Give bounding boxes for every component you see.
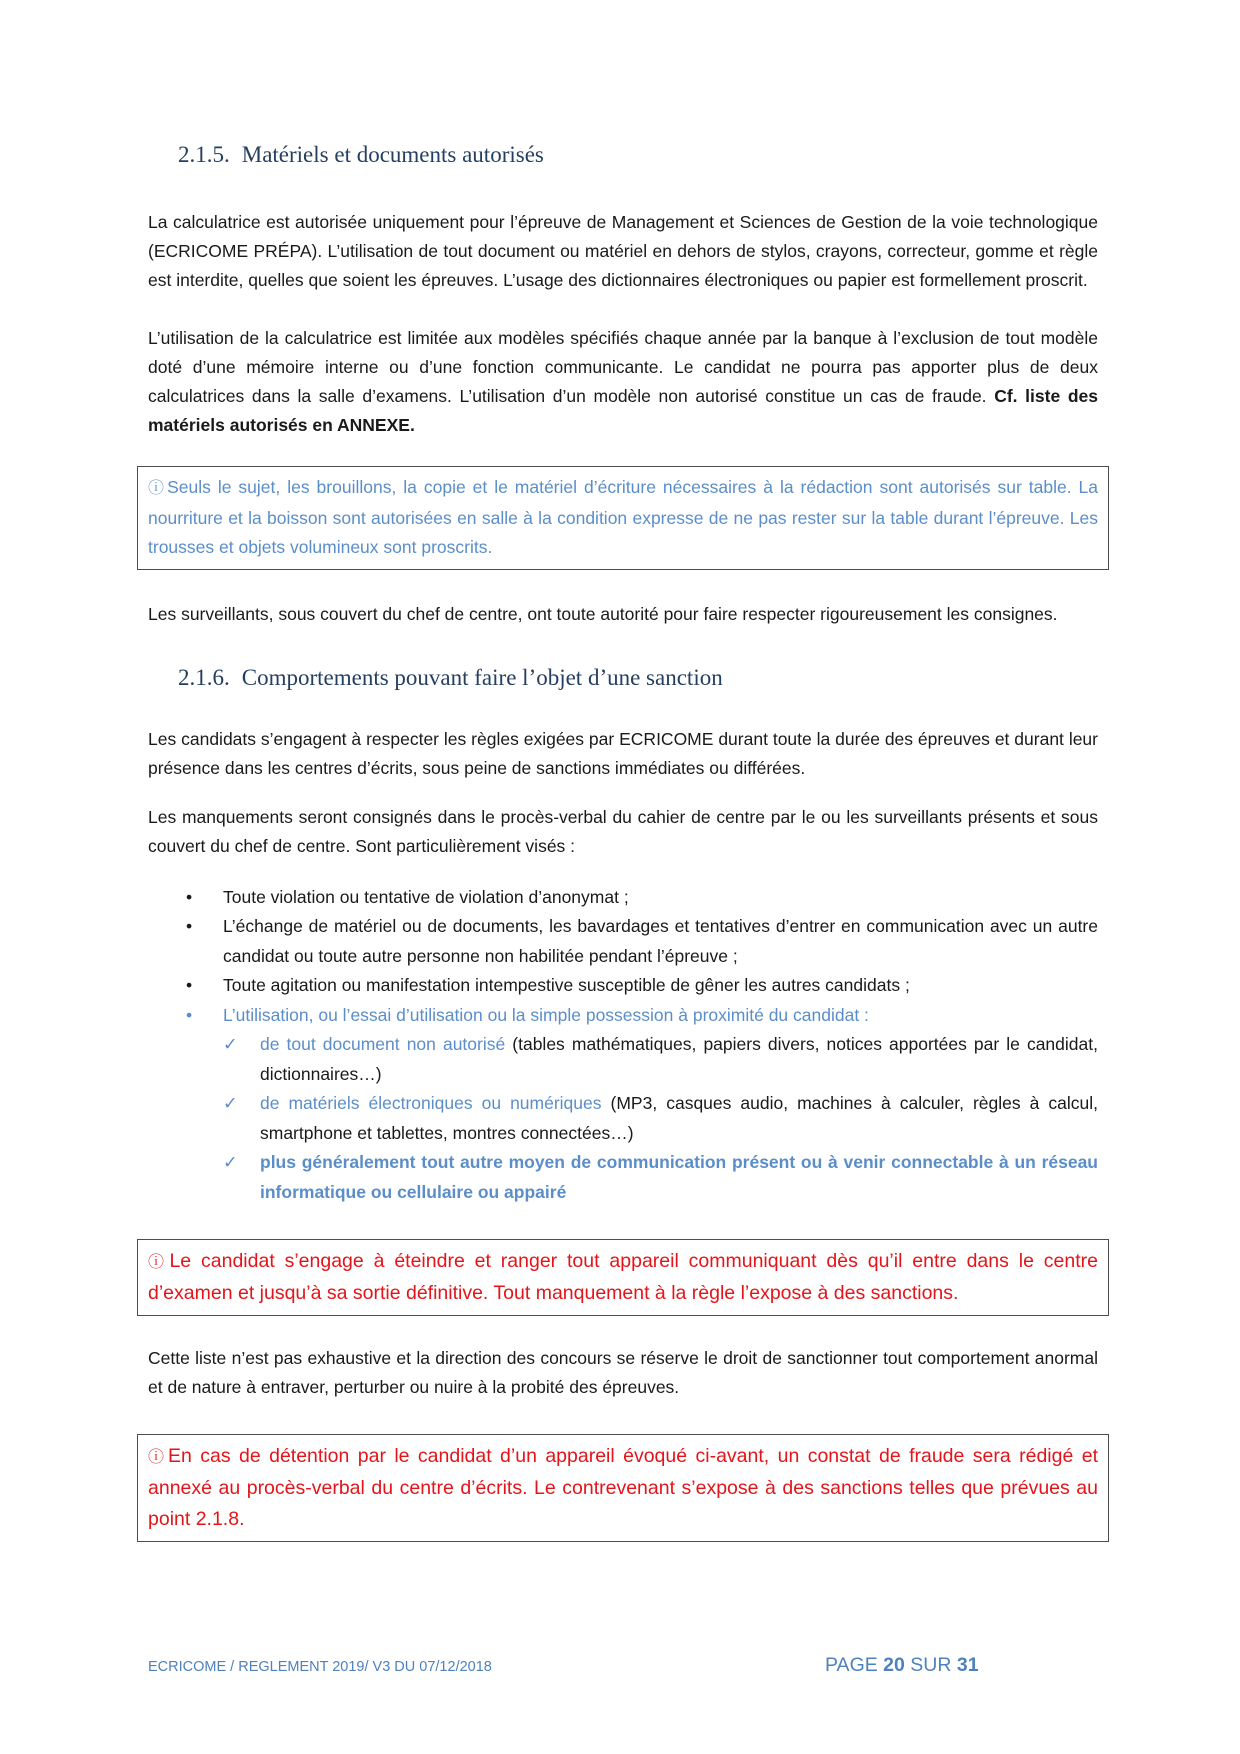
section-heading-2-1-6 bbox=[178, 663, 1098, 693]
list-item: • Toute violation ou tentative de violation d’anonymat ; bbox=[148, 883, 1098, 913]
paragraph-calculator-allowed: La calculatrice est autorisée uniquement pour l’épreuve de Management et Sciences de Gestion de la voie technologique (ECRICOME PRÉPA). L’utilisation de tout document ou matériel en dehors de stylos, crayons, correcteur, gomme et règle est interdite, quelles que soient les épreuves. L’usage des dictionnaires électroniques ou papier est formellement proscrit. bbox=[148, 212, 1098, 290]
sub-list-item: ✓ plus généralement tout autre moyen de communication présent ou à venir connectable à un réseau informatique ou cellulaire ou appairé bbox=[223, 1148, 1098, 1207]
warning-text: En cas de détention par le candidat d’un appareil évoqué ci-avant, un constat de fraude sera rédigé et annexé au procès-verbal du centre d’écrits. Le contrevenant s’expose à des sanctions telles que prévues au point 2.1.8. bbox=[148, 1445, 1098, 1530]
info-icon: ⓘ bbox=[148, 480, 167, 497]
check-icon: ✓ bbox=[223, 1034, 238, 1054]
section-title: Comportements pouvant faire l’objet d’une sanction bbox=[241, 664, 723, 690]
sub-list-item: ✓ de matériels électroniques ou numériques (MP3, casques audio, machines à calculer, règles à calcul, smartphone et tablettes, montres connectées…) bbox=[223, 1089, 1098, 1148]
warning-box-fraud bbox=[137, 1434, 1109, 1542]
list-item: • L’utilisation, ou l’essai d’utilisation ou la simple possession à proximité du candidat : ✓ de tout document non autorisé (tables mathématiques, papiers divers, notices apportées par le candidat, dictionnaires…) ✓ de matériels électroniques ou numériques (MP3, casques audio, machines à calculer, règles à calcul, smartphone et tablettes, montres connectées…) ✓ plus généralement tout autre moyen de communication présent ou à venir connectable à un réseau informatique ou cellulaire ou appairé bbox=[148, 1001, 1098, 1208]
bullet-icon: • bbox=[186, 916, 193, 936]
bullet-icon: • bbox=[186, 886, 193, 907]
check-icon: ✓ bbox=[223, 1093, 238, 1113]
footer-document-reference: ECRICOME / REGLEMENT 2019/ V3 DU 07/12/2018 bbox=[148, 1659, 492, 1675]
sub-list bbox=[223, 1030, 1098, 1207]
info-box-text: Seuls le sujet, les brouillons, la copie et le matériel d’écriture nécessaires à la rédaction sont autorisés sur table. La nourriture et la boisson sont autorisées en salle à la condition expresse de ne pas rester sur la table durant l’épreuve. Les trousses et objets volumineux sont proscrits. bbox=[148, 477, 1098, 557]
check-icon: ✓ bbox=[223, 1152, 238, 1172]
list-item: • Toute agitation ou manifestation intempestive susceptible de gêner les autres candidats ; bbox=[148, 971, 1098, 1001]
warning-box-devices bbox=[137, 1239, 1109, 1316]
page-content bbox=[148, 140, 1098, 1542]
section-number: 2.1.5. bbox=[178, 142, 230, 167]
list-item: • L’échange de matériel ou de documents, les bavardages et tentatives d’entrer en communication avec un autre candidat ou toute autre personne non habilitée pendant l’épreuve ; bbox=[148, 912, 1098, 971]
warning-text: Le candidat s’engage à éteindre et ranger tout appareil communiquant dès qu’il entre dans le centre d’examen et jusqu’à sa sortie définitive. Tout manquement à la règle l’expose à des sanctions. bbox=[148, 1250, 1098, 1304]
info-icon: ⓘ bbox=[148, 1254, 169, 1271]
paragraph-supervisors: Les surveillants, sous couvert du chef de centre, ont toute autorité pour faire respecter rigoureusement les consignes. bbox=[148, 603, 1058, 624]
paragraph-text: L’utilisation de la calculatrice est limitée aux modèles spécifiés chaque année par la banque à l’exclusion de tout modèle doté d’une mémoire interne ou d’une fonction communicante. Le candidat ne pourra pas apporter plus de deux calculatrices dans la salle d’examens. L’utilisation d’un modèle non autorisé constitue un cas de fraude. bbox=[148, 328, 1098, 406]
bullet-icon: • bbox=[186, 1004, 193, 1025]
annex-reference: Cf. liste des matériels autorisés en ANNEXE. bbox=[148, 386, 1098, 435]
bullet-icon: • bbox=[186, 975, 193, 995]
info-box-table-items bbox=[137, 466, 1109, 570]
paragraph-breaches: Les manquements seront consignés dans le procès-verbal du cahier de centre par le ou les surveillants présents et sous couvert du chef de centre. Sont particulièrement visés : bbox=[148, 806, 1098, 856]
info-icon: ⓘ bbox=[148, 1449, 167, 1466]
footer-page-number: PAGE 20 SUR 31 bbox=[825, 1654, 979, 1676]
section-title: Matériels et documents autorisés bbox=[241, 142, 544, 167]
paragraph-calculator-limits bbox=[148, 324, 1098, 440]
paragraph-non-exhaustive: Cette liste n’est pas exhaustive et la direction des concours se réserve le droit de sanctionner tout comportement anormal et de nature à entraver, perturber ou nuire à la probité des épreuves. bbox=[148, 1348, 1098, 1397]
paragraph-candidate-commitment: Les candidats s’engagent à respecter les règles exigées par ECRICOME durant toute la durée des épreuves et durant leur présence dans les centres d’écrits, sous peine de sanctions immédiates ou différées. bbox=[148, 728, 1098, 778]
section-heading-2-1-5 bbox=[178, 140, 1098, 170]
section-number: 2.1.6. bbox=[178, 664, 230, 690]
sanction-list bbox=[148, 883, 1098, 1208]
sub-list-item: ✓ de tout document non autorisé (tables mathématiques, papiers divers, notices apportées par le candidat, dictionnaires…) bbox=[223, 1030, 1098, 1089]
